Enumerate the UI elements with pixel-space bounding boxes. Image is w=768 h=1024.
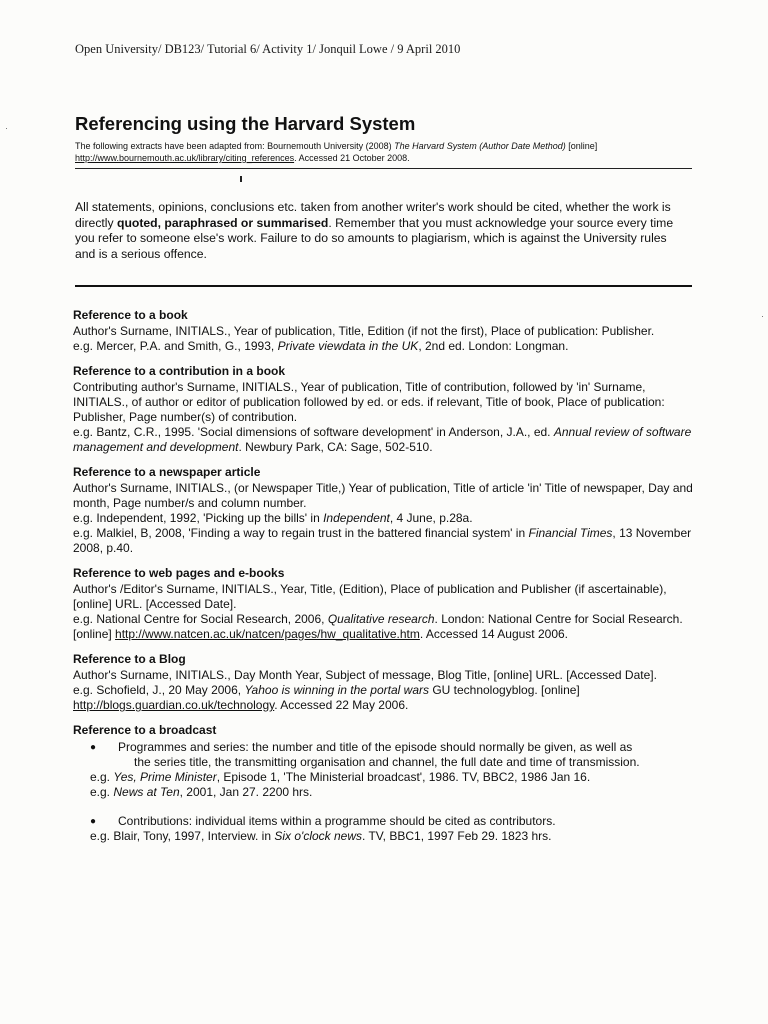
section-blog — [73, 652, 698, 713]
example-pre: e.g. Bantz, C.R., 1995. 'Social dimensions of software development' in Anderson, J.A., ed. — [73, 425, 554, 439]
tick-mark — [240, 176, 242, 182]
example-link[interactable]: http://blogs.guardian.co.uk/technology — [73, 698, 275, 712]
format-text: Author's Surname, INITIALS., Day Month Year, Subject of message, Blog Title, [online] URL. [Accessed Date]. — [73, 668, 657, 682]
reference-guide — [73, 308, 698, 854]
section-broadcast — [73, 723, 698, 844]
scan-speck — [762, 316, 763, 317]
example-pre: e.g. Schofield, J., 20 May 2006, — [73, 683, 245, 697]
section-web — [73, 566, 698, 642]
example-text — [73, 526, 698, 556]
divider — [75, 285, 692, 287]
example-post: . Accessed 14 August 2006. — [419, 627, 568, 641]
example-pre: e.g. Blair, Tony, 1997, Interview. in — [90, 829, 275, 843]
example-pre: e.g. — [90, 785, 114, 799]
source-citation — [75, 140, 695, 164]
example-mid: . London: National Centre for Social Research. [online] — [73, 612, 683, 641]
example-post: , 2nd ed. London: Longman. — [418, 339, 569, 353]
bullet-item — [90, 740, 698, 770]
example-pre: e.g. Mercer, P.A. and Smith, G., 1993, — [73, 339, 278, 353]
example-text — [73, 511, 698, 526]
intro-text-1: All statements, opinions, conclusions etc. taken from another writer's work should be cited, whether the work is directly — [75, 200, 671, 230]
source-accessed: . Accessed 21 October 2008. — [294, 153, 410, 163]
section-heading: Reference to web pages and e-books — [73, 566, 285, 580]
example-link[interactable]: http://www.natcen.ac.uk/natcen/pages/hw_qualitative.htm — [115, 627, 420, 641]
example-text — [73, 770, 698, 785]
example-pre: e.g. National Centre for Social Research, 2006, — [73, 612, 328, 626]
format-text: Contributing author's Surname, INITIALS., Year of publication, Title of contribution, followed by 'in' Surname, INITIALS., of author or editor of publication followed by ed. or eds. if relevant, Title of book, Place of publication: Publisher, Page number(s) of contribution. — [73, 380, 665, 424]
example-text — [73, 683, 698, 713]
bullet-icon: ● — [90, 742, 97, 753]
example-mid: GU technologyblog. [online] — [428, 683, 580, 697]
example-text — [73, 339, 698, 354]
example-text — [73, 612, 698, 642]
section-contribution — [73, 364, 698, 455]
example-post: . Newbury Park, CA: Sage, 502-510. — [238, 440, 433, 454]
format-text: Author's /Editor's Surname, INITIALS., Year, Title, (Edition), Place of publication and Publisher (if ascertainable), [online] URL. [Accessed Date]. — [73, 582, 667, 611]
section-book — [73, 308, 698, 354]
example-post: , 2001, Jan 27. 2200 hrs. — [179, 785, 313, 799]
example-text — [73, 829, 698, 844]
source-link[interactable]: http://www.bournemouth.ac.uk/library/citing_references — [75, 153, 295, 163]
intro-text-2: . Remember that you must acknowledge your source every time you refer to someone else's work. Failure to do so amounts to plagiarism, which is against the University rules and is a serious offence. — [75, 215, 674, 261]
scan-speck — [6, 128, 7, 129]
example-pre: e.g. Malkiel, B, 2008, 'Finding a way to regain trust in the battered financial system' in — [73, 526, 529, 540]
example-italic: News at Ten — [113, 785, 180, 799]
example-italic: Private viewdata in the UK — [277, 339, 419, 353]
bullet-text: Contributions: individual items within a programme should be cited as contributors. — [118, 814, 556, 828]
bullet-line: the series title, the transmitting organisation and channel, the full date and time of transmission. — [134, 755, 640, 769]
source-title: The Harvard System (Author Date Method) — [394, 141, 566, 151]
section-heading: Reference to a contribution in a book — [73, 364, 286, 378]
example-pre: e.g. — [90, 770, 114, 784]
example-italic: Independent — [323, 511, 390, 525]
section-heading: Reference to a broadcast — [73, 723, 217, 737]
example-post: , 13 November 2008, p.40. — [73, 526, 692, 555]
document-header: Open University/ DB123/ Tutorial 6/ Activity 1/ Jonquil Lowe / 9 April 2010 — [75, 42, 461, 56]
example-italic: Yahoo is winning in the portal wars — [244, 683, 429, 697]
example-italic: Six o'clock news — [274, 829, 362, 843]
intro-paragraph — [75, 200, 690, 262]
section-heading: Reference to a book — [73, 308, 188, 322]
example-italic: Qualitative research — [327, 612, 435, 626]
page-title: Referencing using the Harvard System — [75, 113, 416, 134]
format-text: Author's Surname, INITIALS., (or Newspaper Title,) Year of publication, Title of article 'in' Title of newspaper, Day and month, Page number/s and column number. — [73, 481, 693, 510]
example-italic: Annual review of software management and development — [73, 425, 692, 454]
example-post: , 4 June, p.28a. — [389, 511, 473, 525]
section-heading: Reference to a newspaper article — [73, 465, 261, 479]
example-text — [73, 425, 698, 455]
section-newspaper — [73, 465, 698, 556]
example-post: , Episode 1, 'The Ministerial broadcast', 1986. TV, BBC2, 1986 Jan 16. — [216, 770, 591, 784]
example-post: . Accessed 22 May 2006. — [274, 698, 409, 712]
source-suffix: [online] — [565, 141, 598, 151]
example-italic: Yes, Prime Minister — [113, 770, 217, 784]
example-text — [73, 785, 698, 800]
intro-bold: quoted, paraphrased or summarised — [117, 215, 329, 230]
bullet-line: Programmes and series: the number and title of the episode should normally be given, as well as — [118, 740, 633, 754]
format-text: Author's Surname, INITIALS., Year of publication, Title, Edition (if not the first), Place of publication: Publisher. — [73, 324, 655, 338]
example-italic: Financial Times — [528, 526, 613, 540]
bullet-text — [118, 740, 698, 770]
source-prefix: The following extracts have been adapted from: Bournemouth University (2008) — [75, 141, 395, 151]
example-post: . TV, BBC1, 1997 Feb 29. 1823 hrs. — [362, 829, 552, 843]
divider — [75, 168, 692, 169]
example-pre: e.g. Independent, 1992, 'Picking up the bills' in — [73, 511, 324, 525]
bullet-item — [90, 814, 698, 829]
spacer — [73, 800, 698, 812]
bullet-icon: ● — [90, 816, 97, 827]
section-heading: Reference to a Blog — [73, 652, 186, 666]
